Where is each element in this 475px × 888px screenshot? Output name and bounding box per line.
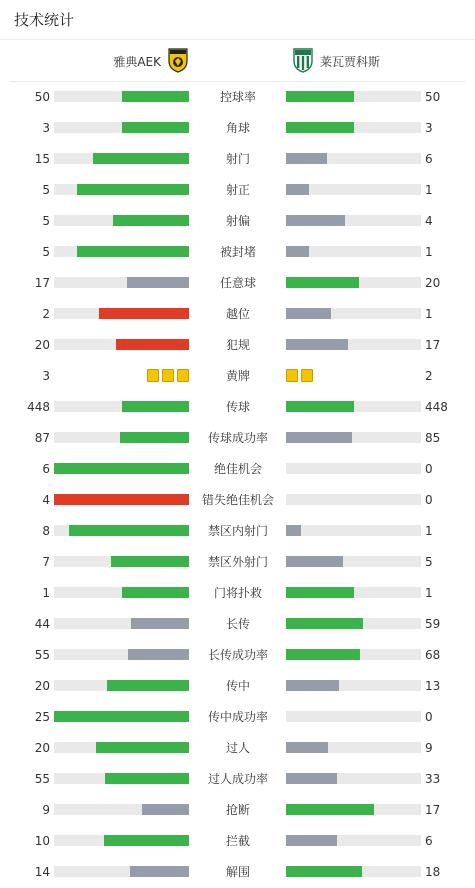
stat-label: 错失绝佳机会 xyxy=(201,493,274,507)
home-bar xyxy=(122,401,190,412)
away-bar xyxy=(286,773,337,784)
away-bar-track xyxy=(286,401,421,412)
stat-row xyxy=(0,578,475,609)
home-bar xyxy=(77,184,189,195)
home-bar-track xyxy=(54,711,189,722)
away-bar-track xyxy=(286,742,421,753)
away-bar xyxy=(286,277,359,288)
stat-row xyxy=(0,392,475,423)
away-bar xyxy=(286,308,331,319)
stat-label: 传中 xyxy=(225,679,250,693)
home-bar xyxy=(127,277,189,288)
stat-row xyxy=(0,733,475,764)
home-value: 2 xyxy=(42,307,50,321)
away-value: 33 xyxy=(425,772,441,786)
home-value: 87 xyxy=(34,431,50,445)
away-bar xyxy=(286,401,354,412)
away-value: 2 xyxy=(425,369,433,383)
away-value: 1 xyxy=(425,307,433,321)
stat-label: 射正 xyxy=(225,183,250,197)
away-bar xyxy=(286,618,363,629)
stat-row xyxy=(0,206,475,237)
stat-label: 禁区内射门 xyxy=(207,524,268,538)
home-bar xyxy=(54,711,189,722)
away-bar xyxy=(286,339,348,350)
away-value: 17 xyxy=(425,338,441,352)
away-yellow-cards xyxy=(286,369,313,382)
stat-label: 过人 xyxy=(225,741,250,755)
stat-label: 传球 xyxy=(225,400,250,414)
home-bar xyxy=(122,587,190,598)
away-bar-track xyxy=(286,308,421,319)
away-value: 18 xyxy=(425,865,441,879)
home-bar xyxy=(128,649,189,660)
away-bar xyxy=(286,680,339,691)
home-bar xyxy=(104,835,189,846)
yellow-card-icon xyxy=(286,369,298,382)
stat-label: 传球成功率 xyxy=(207,431,268,445)
home-value: 5 xyxy=(42,245,50,259)
home-value: 44 xyxy=(34,617,50,631)
away-bar-track xyxy=(286,277,421,288)
home-bar xyxy=(122,122,190,133)
levadiakos-crest-icon xyxy=(292,47,314,76)
aek-crest-icon xyxy=(167,47,189,76)
stat-label: 黄牌 xyxy=(225,369,250,383)
away-value: 448 xyxy=(425,400,448,414)
home-bar xyxy=(122,91,190,102)
home-bar-track xyxy=(54,246,189,257)
stat-label: 越位 xyxy=(225,307,250,321)
stat-row xyxy=(0,454,475,485)
home-bar-track xyxy=(54,463,189,474)
home-value: 7 xyxy=(42,555,50,569)
away-bar-track xyxy=(286,122,421,133)
home-bar-track xyxy=(54,277,189,288)
away-bar-track xyxy=(286,463,421,474)
away-bar-track xyxy=(286,804,421,815)
home-value: 55 xyxy=(34,648,50,662)
away-bar-track xyxy=(286,866,421,877)
away-bar xyxy=(286,153,327,164)
away-value: 6 xyxy=(425,152,433,166)
stat-row xyxy=(0,299,475,330)
away-bar-track xyxy=(286,835,421,846)
away-bar xyxy=(286,122,354,133)
home-bar-track xyxy=(54,122,189,133)
page-title: 技术统计 xyxy=(14,11,75,29)
away-value: 0 xyxy=(425,710,433,724)
home-team[interactable] xyxy=(113,46,189,76)
home-bar-track xyxy=(54,401,189,412)
home-bar xyxy=(105,773,189,784)
away-bar xyxy=(286,91,354,102)
home-bar xyxy=(77,246,189,257)
away-bar-track xyxy=(286,711,421,722)
stat-row xyxy=(0,516,475,547)
stat-row xyxy=(0,175,475,206)
stat-row xyxy=(0,764,475,795)
home-value: 14 xyxy=(34,865,50,879)
away-value: 1 xyxy=(425,586,433,600)
home-bar-track xyxy=(54,618,189,629)
away-bar xyxy=(286,246,309,257)
away-value: 4 xyxy=(425,214,433,228)
home-bar-track xyxy=(54,308,189,319)
home-value: 8 xyxy=(42,524,50,538)
away-value: 13 xyxy=(425,679,441,693)
home-value: 20 xyxy=(34,741,50,755)
stat-label: 抢断 xyxy=(225,803,250,817)
home-bar xyxy=(54,494,189,505)
stat-label: 长传 xyxy=(225,617,250,631)
home-team-name: 雅典AEK xyxy=(113,54,161,69)
home-value: 4 xyxy=(42,493,50,507)
stat-row xyxy=(0,547,475,578)
stat-label: 过人成功率 xyxy=(207,772,268,786)
home-bar-track xyxy=(54,773,189,784)
away-bar-track xyxy=(286,184,421,195)
home-bar-track xyxy=(54,587,189,598)
home-bar xyxy=(130,866,189,877)
home-bar-track xyxy=(54,184,189,195)
home-bar xyxy=(116,339,189,350)
away-bar xyxy=(286,556,343,567)
away-bar-track xyxy=(286,773,421,784)
stat-row xyxy=(0,826,475,857)
stat-label: 犯规 xyxy=(225,338,250,352)
stat-label: 角球 xyxy=(225,121,250,135)
stat-row xyxy=(0,113,475,144)
stat-label: 长传成功率 xyxy=(207,648,268,662)
home-bar xyxy=(107,680,189,691)
home-value: 17 xyxy=(34,276,50,290)
away-bar-track xyxy=(286,649,421,660)
away-value: 20 xyxy=(425,276,441,290)
home-bar-track xyxy=(54,215,189,226)
stat-row xyxy=(0,237,475,268)
away-value: 85 xyxy=(425,431,441,445)
header xyxy=(0,0,475,40)
home-bar xyxy=(96,742,189,753)
home-value: 50 xyxy=(34,90,50,104)
home-value: 6 xyxy=(42,462,50,476)
home-value: 448 xyxy=(27,400,50,414)
stat-label: 禁区外射门 xyxy=(207,555,268,569)
home-bar-track xyxy=(54,556,189,567)
away-bar-track xyxy=(286,525,421,536)
yellow-card-icon xyxy=(162,369,174,382)
away-bar-track xyxy=(286,246,421,257)
home-bar-track xyxy=(54,432,189,443)
away-team-name: 莱瓦贾科斯 xyxy=(320,54,381,69)
away-value: 59 xyxy=(425,617,441,631)
away-bar xyxy=(286,649,360,660)
stat-row xyxy=(0,609,475,640)
stat-row xyxy=(0,702,475,733)
home-bar xyxy=(142,804,189,815)
team-header xyxy=(0,40,475,82)
home-value: 20 xyxy=(34,679,50,693)
away-bar-track xyxy=(286,153,421,164)
stat-label: 射门 xyxy=(225,152,250,166)
home-value: 3 xyxy=(42,121,50,135)
home-bar-track xyxy=(54,494,189,505)
away-bar-track xyxy=(286,680,421,691)
home-bar xyxy=(113,215,189,226)
away-bar xyxy=(286,587,354,598)
yellow-card-icon xyxy=(301,369,313,382)
stat-row xyxy=(0,485,475,516)
stats-list xyxy=(0,82,475,888)
home-value: 5 xyxy=(42,214,50,228)
away-bar-track xyxy=(286,215,421,226)
home-value: 5 xyxy=(42,183,50,197)
away-bar-track xyxy=(286,618,421,629)
home-bar-track xyxy=(54,91,189,102)
home-bar xyxy=(93,153,189,164)
stat-label: 控球率 xyxy=(219,90,256,104)
away-bar xyxy=(286,432,352,443)
home-bar-track xyxy=(54,339,189,350)
home-value: 25 xyxy=(34,710,50,724)
home-bar-track xyxy=(54,866,189,877)
away-bar xyxy=(286,742,328,753)
home-bar xyxy=(99,308,189,319)
away-value: 50 xyxy=(425,90,441,104)
home-bar xyxy=(131,618,189,629)
stat-row xyxy=(0,361,475,392)
away-value: 1 xyxy=(425,524,433,538)
home-value: 3 xyxy=(42,369,50,383)
home-yellow-cards xyxy=(147,369,189,382)
away-bar xyxy=(286,866,362,877)
away-team[interactable] xyxy=(292,46,380,76)
away-value: 68 xyxy=(425,648,441,662)
home-value: 20 xyxy=(34,338,50,352)
stat-row xyxy=(0,423,475,454)
yellow-card-icon xyxy=(147,369,159,382)
stat-row xyxy=(0,857,475,888)
stat-label: 传中成功率 xyxy=(207,710,268,724)
stat-row xyxy=(0,671,475,702)
stat-label: 射偏 xyxy=(225,214,250,228)
stat-label: 被封堵 xyxy=(219,245,256,259)
home-bar xyxy=(120,432,189,443)
away-value: 17 xyxy=(425,803,441,817)
away-bar xyxy=(286,525,301,536)
away-bar-track xyxy=(286,587,421,598)
home-bar-track xyxy=(54,649,189,660)
away-bar xyxy=(286,804,374,815)
home-value: 55 xyxy=(34,772,50,786)
home-bar-track xyxy=(54,525,189,536)
stat-label: 解围 xyxy=(225,865,250,879)
home-bar-track xyxy=(54,153,189,164)
stat-label: 任意球 xyxy=(219,276,256,290)
away-bar-track xyxy=(286,91,421,102)
stat-row xyxy=(0,144,475,175)
away-bar-track xyxy=(286,432,421,443)
home-value: 1 xyxy=(42,586,50,600)
away-bar-track xyxy=(286,556,421,567)
stat-label: 门将扑救 xyxy=(213,586,262,600)
home-bar-track xyxy=(54,835,189,846)
away-value: 1 xyxy=(425,245,433,259)
home-bar-track xyxy=(54,804,189,815)
home-bar xyxy=(111,556,189,567)
home-value: 9 xyxy=(42,803,50,817)
away-value: 3 xyxy=(425,121,433,135)
away-bar-track xyxy=(286,494,421,505)
away-value: 9 xyxy=(425,741,433,755)
stat-row xyxy=(0,268,475,299)
stat-label: 绝佳机会 xyxy=(213,462,262,476)
home-bar xyxy=(54,463,189,474)
away-value: 0 xyxy=(425,462,433,476)
away-bar xyxy=(286,184,309,195)
away-bar-track xyxy=(286,339,421,350)
home-value: 15 xyxy=(34,152,50,166)
away-bar xyxy=(286,835,337,846)
away-value: 1 xyxy=(425,183,433,197)
stat-row xyxy=(0,795,475,826)
away-value: 5 xyxy=(425,555,433,569)
stat-row xyxy=(0,330,475,361)
home-bar-track xyxy=(54,680,189,691)
stat-row xyxy=(0,640,475,671)
yellow-card-icon xyxy=(177,369,189,382)
away-value: 0 xyxy=(425,493,433,507)
home-bar xyxy=(69,525,189,536)
stat-label: 拦截 xyxy=(225,834,250,848)
away-bar xyxy=(286,215,345,226)
home-bar-track xyxy=(54,742,189,753)
stat-row xyxy=(0,82,475,113)
away-value: 6 xyxy=(425,834,433,848)
home-value: 10 xyxy=(34,834,50,848)
